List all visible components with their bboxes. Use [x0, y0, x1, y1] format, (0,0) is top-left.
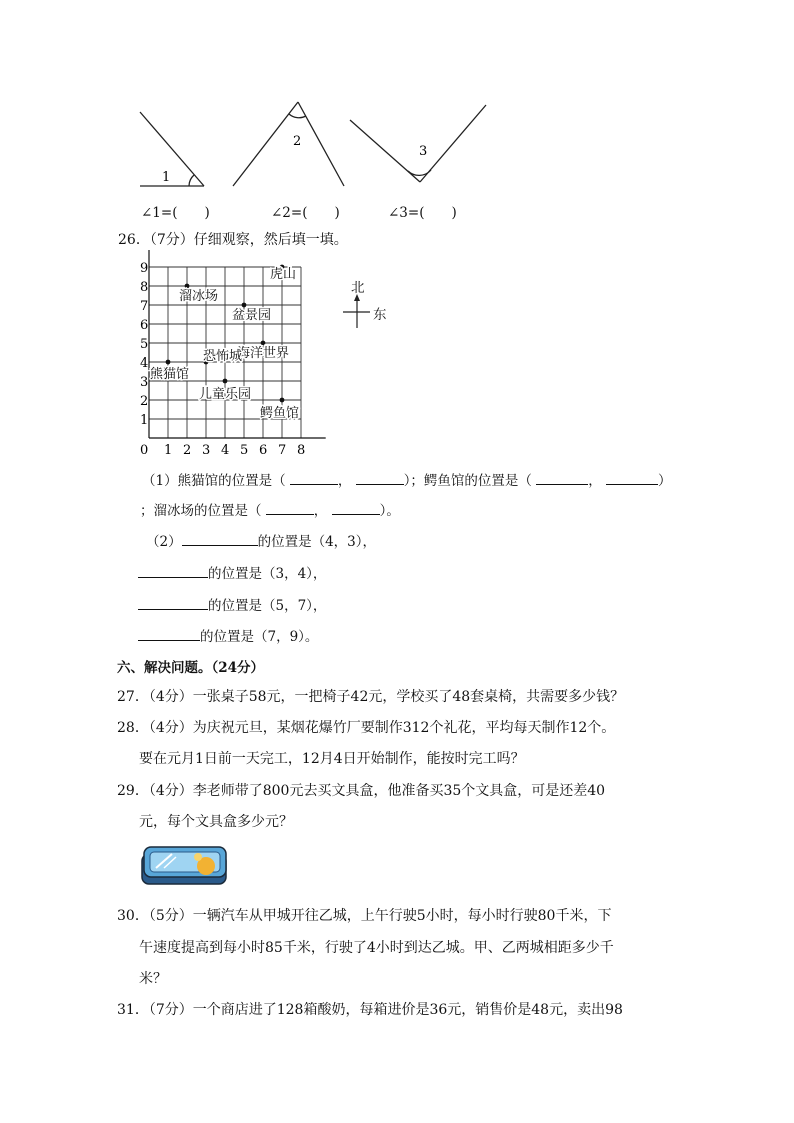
place-point	[185, 284, 190, 289]
y-tick-label: 7	[140, 299, 149, 314]
q26-part1-text-c: ）	[658, 473, 672, 489]
q26-part2-line1: （2） 的位置是（4，3），	[146, 530, 376, 550]
place-label: 熊猫馆	[150, 367, 190, 382]
place-label: 虎山	[270, 267, 297, 282]
angle-2-answer: ∠2=( )	[271, 205, 340, 221]
place-point	[280, 398, 285, 403]
angle-1-label: 1	[162, 170, 171, 185]
x-tick-label: 4	[221, 443, 230, 458]
angle-3-label: 3	[419, 144, 428, 159]
y-tick-label: 4	[140, 356, 149, 371]
section6-heading: 六、解决问题。（24分）	[117, 660, 265, 676]
compass-north-label: 北	[351, 280, 365, 296]
q26-part1-line1: （1）熊猫馆的位置是（ ， ）；鳄鱼馆的位置是（ ， ）	[142, 469, 672, 489]
q27-line1: 27．（4分）一张桌子58元，一把椅子42元，学校买了48套桌椅，共需要多少钱？	[117, 689, 625, 705]
y-tick-label: 2	[140, 394, 149, 409]
q26-part1-text-b: ）；鳄鱼馆的位置是（	[403, 473, 532, 489]
y-tick-label: 9	[140, 261, 149, 276]
place-blank-4[interactable]	[138, 626, 200, 641]
place-label: 溜冰场	[179, 289, 219, 304]
place-blank-3[interactable]	[138, 595, 208, 610]
place-label: 海洋世界	[237, 346, 290, 361]
compass-icon	[340, 292, 370, 332]
compass-east-label: 东	[373, 307, 387, 323]
place-blank-2[interactable]	[138, 563, 208, 578]
panda-y-blank[interactable]	[356, 470, 404, 485]
q31-line1: 31．（7分）一个商店进了128箱酸奶，每箱进价是36元，销售价是48元，卖出98	[117, 1002, 623, 1018]
angle-2-figure	[233, 102, 344, 186]
q30-line1: 30．（5分）一辆汽车从甲城开往乙城，上午行驶5小时，每小时行驶80千米，下	[117, 908, 612, 924]
x-tick-label: 1	[164, 443, 173, 458]
q26-part1-line2: ；溜冰场的位置是（ ， ）。	[140, 499, 400, 519]
place-label: 盆景园	[232, 308, 272, 323]
rink-x-blank[interactable]	[266, 500, 314, 515]
q26-part2-line2: 的位置是（3，4），	[138, 562, 326, 582]
place-label: 鳄鱼馆	[260, 406, 300, 421]
y-tick-label: 3	[140, 375, 149, 390]
x-tick-label: 7	[278, 443, 287, 458]
q28-line1: 28．（4分）为庆祝元旦，某烟花爆竹厂要制作312个礼花，平均每天制作12个。	[117, 720, 616, 736]
x-tick-label: 6	[259, 443, 268, 458]
place-point	[223, 379, 228, 384]
y-tick-label: 6	[140, 318, 149, 333]
q28-line2: 要在元月1日前一天完工，12月4日开始制作，能按时完工吗？	[139, 751, 525, 767]
x-tick-label: 8	[297, 443, 306, 458]
angle-figures	[120, 95, 500, 195]
angle-1-figure	[140, 112, 204, 186]
coordinate-grid	[140, 250, 340, 460]
place-label: 儿童乐园	[199, 387, 252, 402]
q26-part2-line4: 的位置是（7，9）。	[138, 625, 318, 645]
pencil-box-image	[140, 844, 230, 886]
x-tick-label: 0	[140, 443, 149, 458]
crocodile-y-blank[interactable]	[606, 470, 658, 485]
y-tick-label: 1	[140, 413, 149, 428]
place-point	[166, 360, 171, 365]
q26-part1-text-d: ；溜冰场的位置是（	[140, 503, 262, 519]
y-tick-label: 5	[140, 337, 149, 352]
rink-y-blank[interactable]	[332, 500, 380, 515]
place-point	[242, 303, 247, 308]
q30-line3: 米？	[139, 971, 167, 987]
place-point	[261, 341, 266, 346]
angle-3-figure	[350, 105, 486, 182]
crocodile-x-blank[interactable]	[536, 470, 588, 485]
panda-x-blank[interactable]	[290, 470, 338, 485]
angle-2-label: 2	[293, 134, 302, 149]
place-blank-1[interactable]	[182, 531, 258, 546]
q26-part2-line3: 的位置是（5，7），	[138, 594, 326, 614]
q26-part1-text-e: ）。	[379, 503, 400, 519]
q30-line2: 午速度提高到每小时85千米，行驶了4小时到达乙城。甲、乙两城相距多少千	[139, 940, 614, 956]
x-tick-label: 2	[183, 443, 192, 458]
angle-1-answer: ∠1=( )	[141, 205, 210, 221]
place-label: 恐怖城	[203, 349, 243, 364]
x-tick-label: 3	[202, 443, 211, 458]
q26-part1-text-a: （1）熊猫馆的位置是（	[142, 473, 286, 489]
q29-line1: 29．（4分）李老师带了800元去买文具盒，他准备买35个文具盒，可是还差40	[117, 783, 606, 799]
angle-3-answer: ∠3=( )	[388, 205, 457, 221]
q26-title: 26．（7分）仔细观察，然后填一填。	[118, 232, 348, 248]
y-tick-label: 8	[140, 280, 149, 295]
q29-line2: 元，每个文具盒多少元？	[139, 814, 293, 830]
x-tick-label: 5	[240, 443, 249, 458]
